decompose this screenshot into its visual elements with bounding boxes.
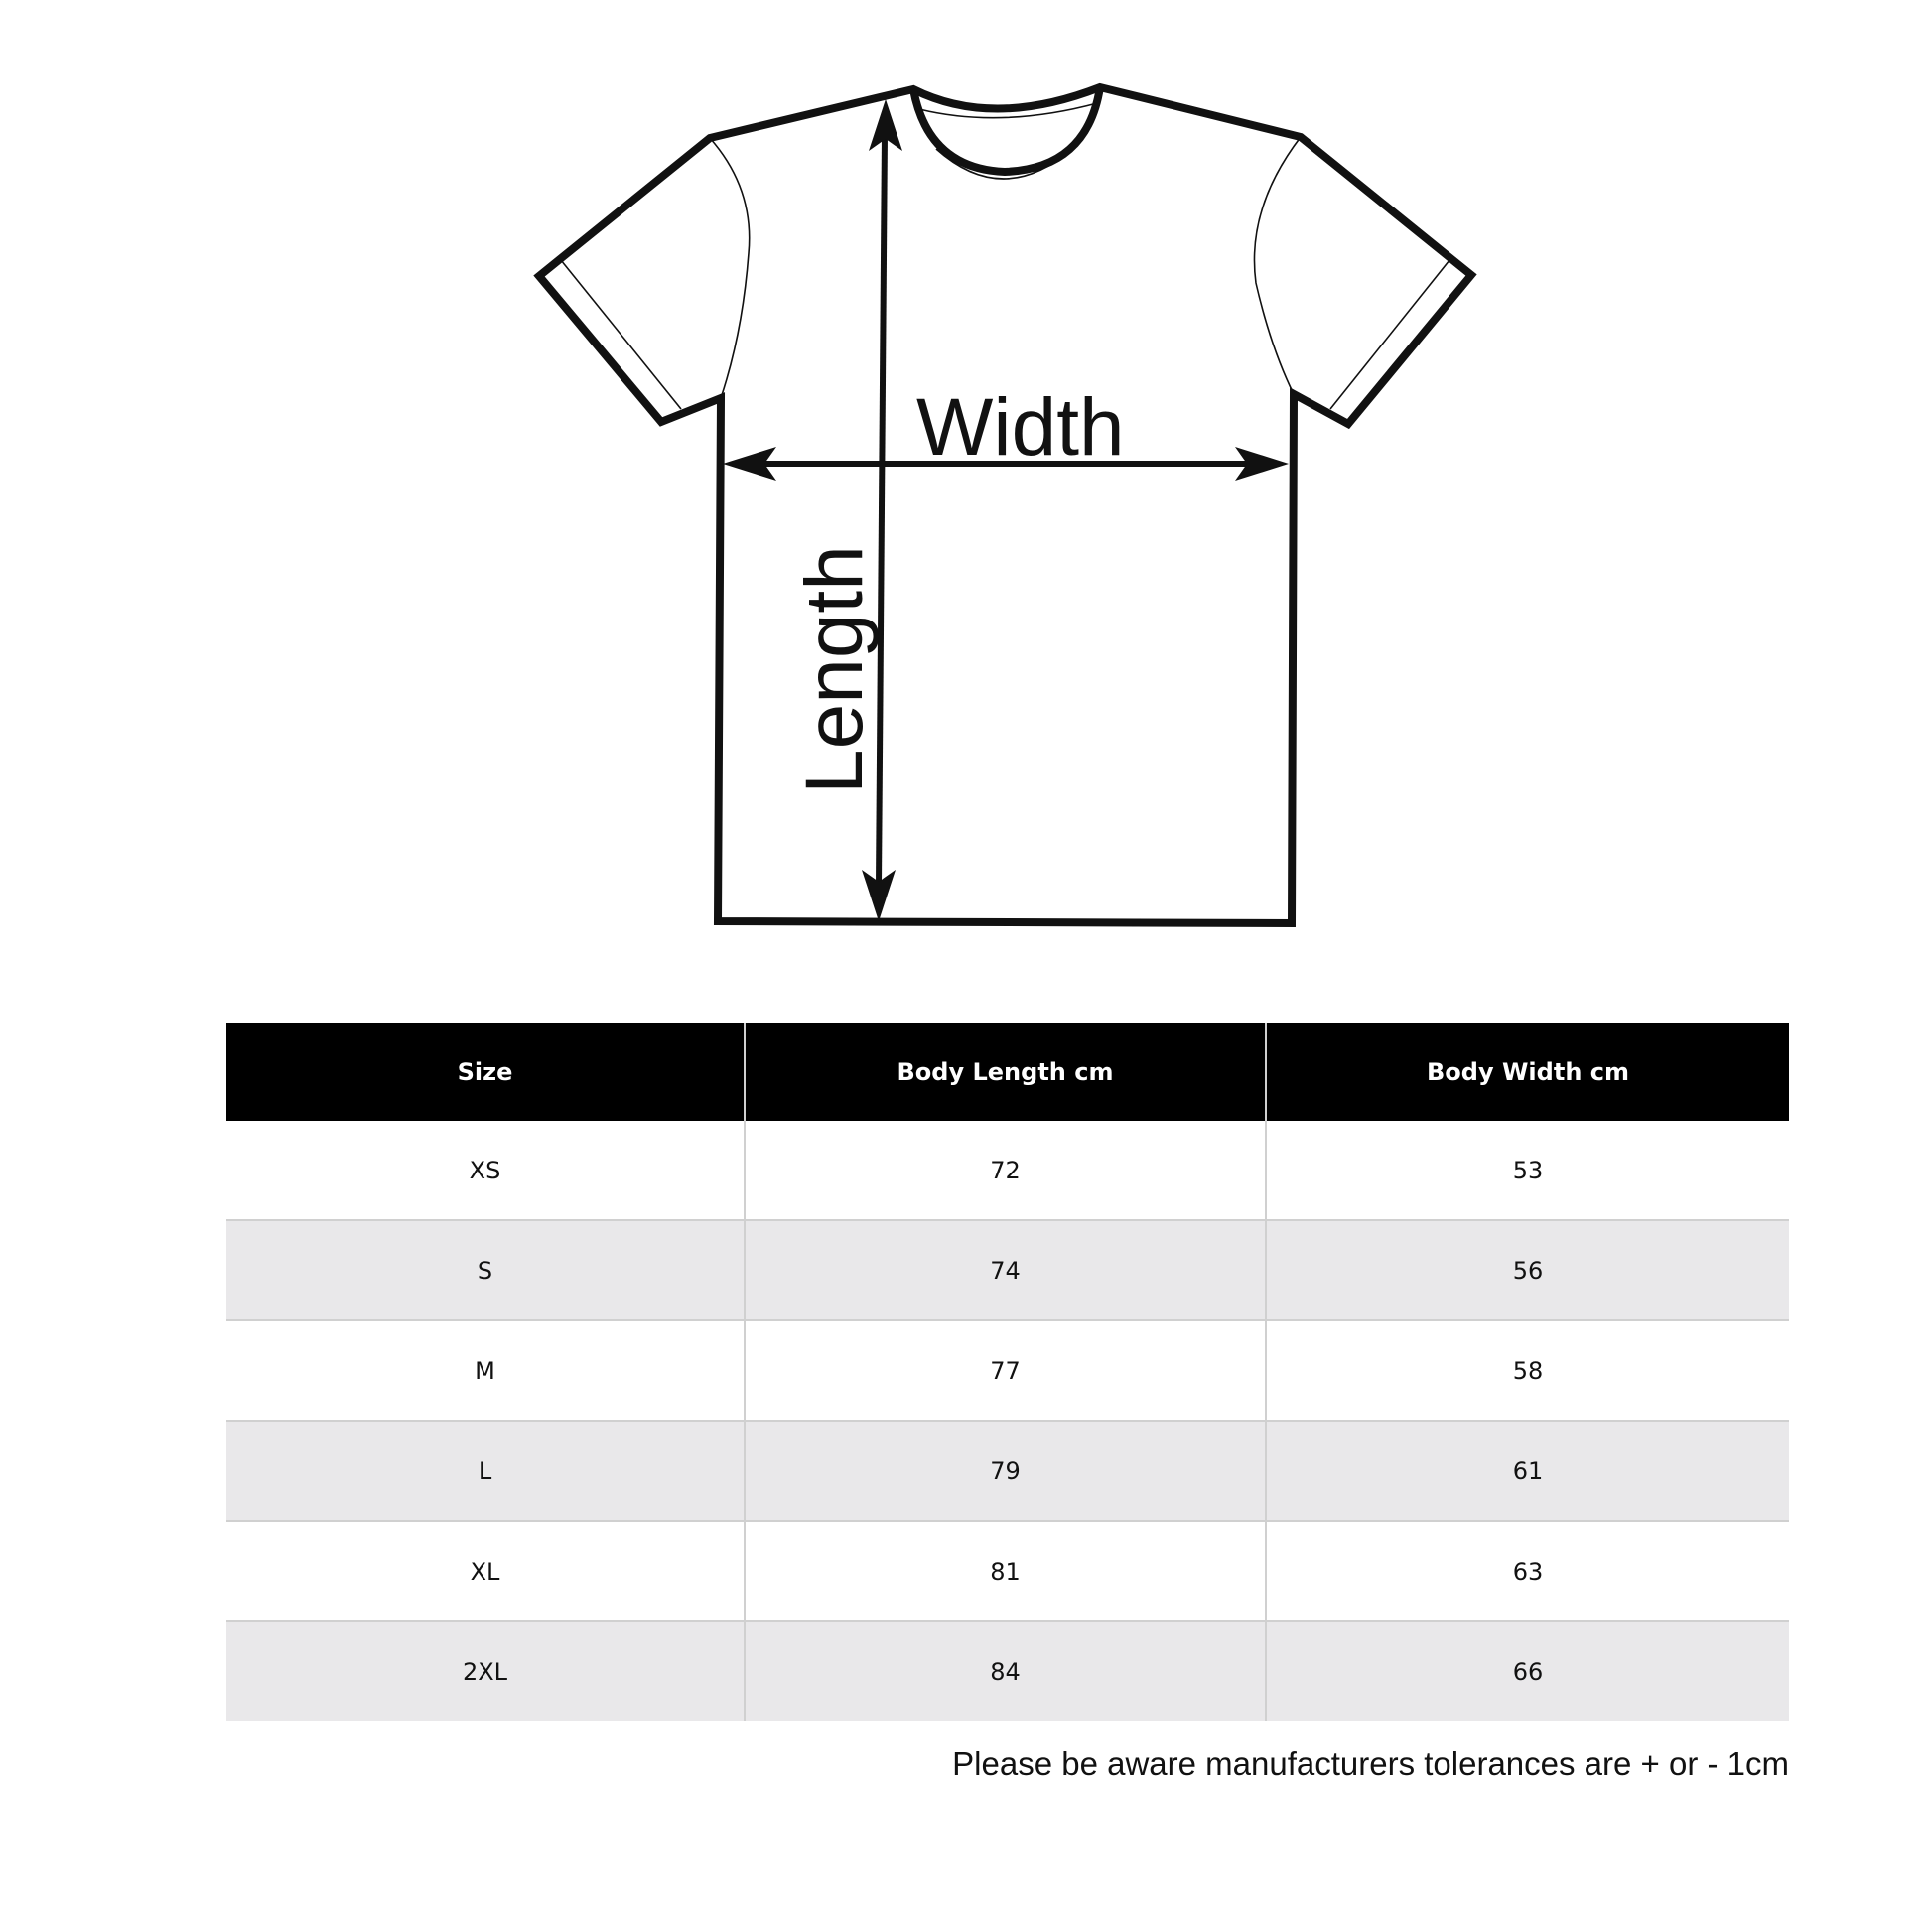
- cell-body-width: 63: [1266, 1521, 1789, 1621]
- cell-body-length: 79: [745, 1421, 1266, 1521]
- cell-body-width: 56: [1266, 1220, 1789, 1320]
- cell-size: M: [226, 1320, 745, 1421]
- tolerance-note: Please be aware manufacturers tolerances are + or - 1cm: [952, 1745, 1789, 1782]
- length-label: Length: [789, 545, 880, 794]
- header-size: Size: [226, 1023, 745, 1121]
- table-header-row: [226, 1023, 1789, 1121]
- cell-size: XS: [226, 1121, 745, 1220]
- cell-size: 2XL: [226, 1621, 745, 1721]
- cell-size: S: [226, 1220, 745, 1320]
- tshirt-outline: [539, 87, 1471, 923]
- cell-body-width: 53: [1266, 1121, 1789, 1220]
- table-row: [226, 1320, 1789, 1421]
- cell-size: L: [226, 1421, 745, 1521]
- tshirt-diagram: [0, 0, 1932, 953]
- cell-body-length: 77: [745, 1320, 1266, 1421]
- cell-body-length: 72: [745, 1121, 1266, 1220]
- cell-body-length: 74: [745, 1220, 1266, 1320]
- size-table-container: [226, 1023, 1789, 1721]
- table-row: [226, 1421, 1789, 1521]
- cell-body-width: 61: [1266, 1421, 1789, 1521]
- cell-body-width: 58: [1266, 1320, 1789, 1421]
- cell-body-length: 81: [745, 1521, 1266, 1621]
- header-body-width: Body Width cm: [1266, 1023, 1789, 1121]
- table-row: [226, 1521, 1789, 1621]
- size-table: [226, 1023, 1789, 1721]
- header-body-length: Body Length cm: [745, 1023, 1266, 1121]
- width-label: Width: [916, 382, 1125, 473]
- cell-body-length: 84: [745, 1621, 1266, 1721]
- cell-size: XL: [226, 1521, 745, 1621]
- table-row: [226, 1121, 1789, 1220]
- table-row: [226, 1220, 1789, 1320]
- table-row: [226, 1621, 1789, 1721]
- cell-body-width: 66: [1266, 1621, 1789, 1721]
